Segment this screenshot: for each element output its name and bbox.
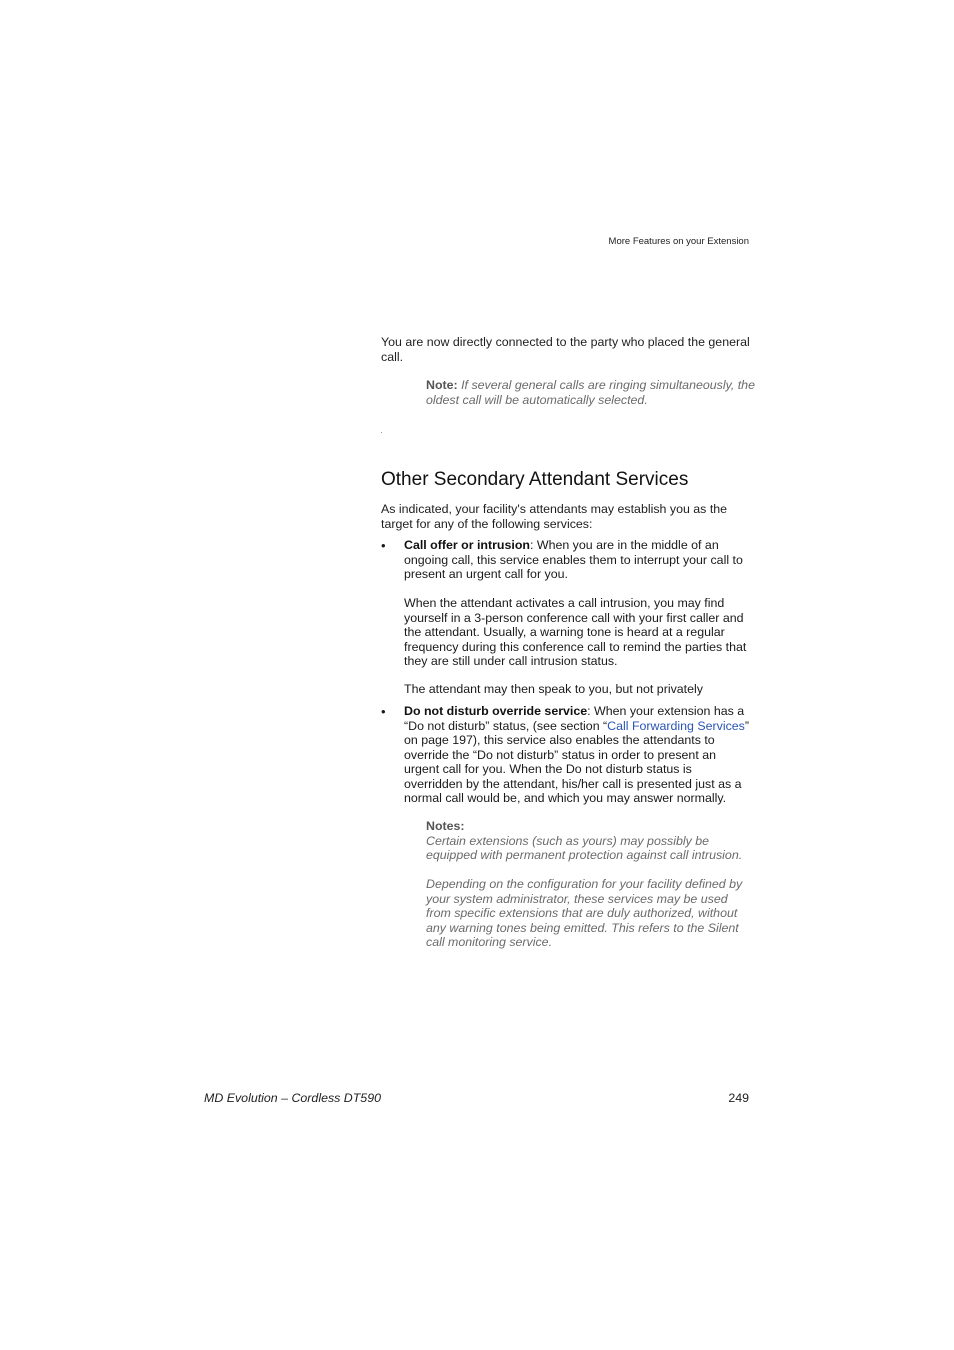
notes-item: Depending on the configuration for your facility defined by your system administrator, these services may be used from specific extensions that are duly authorized, without any warning tones being emitted. This refers to the Silent call monitoring service.	[426, 877, 743, 949]
bullet-text-continued: ” on page 197), this service also enables the attendants to override the “Do not disturb” status in order to present an urgent call for you. When the Do not disturb status is overridden by the attendant, his/her call is presented just as a normal call would be, and which you may answer normally.	[404, 718, 750, 805]
page-number: 249	[728, 1091, 749, 1105]
call-forwarding-services-link[interactable]: Call Forwarding Services	[607, 718, 745, 733]
bullet-call-offer-paragraph-3: The attendant may then speak to you, but not privately	[404, 682, 703, 696]
bullet-dnd-override	[404, 704, 750, 806]
section-heading: Other Secondary Attendant Services	[381, 469, 689, 490]
stray-dot	[381, 432, 383, 434]
bullet-term: Call offer or intrusion	[404, 538, 530, 552]
bullet-call-offer	[404, 538, 750, 582]
note-label: Note:	[426, 378, 458, 392]
bullet-text: : When your extension has a “Do not disturb” status, (see section “	[404, 704, 745, 733]
footer-title: MD Evolution – Cordless DT590	[204, 1091, 381, 1105]
notes-block	[426, 819, 751, 950]
bullet-call-offer-paragraph-2: When the attendant activates a call intrusion, you may find yourself in a 3-person conference call with your first caller and the attendant. Usually, a warning tone is heard at a regular frequency during this conference call to remind the parties that they are still under call intrusion status.	[404, 596, 747, 668]
section-lead-paragraph: As indicated, your facility's attendants may establish you as the target for any of the following services:	[381, 502, 728, 531]
bullet-marker: •	[381, 704, 386, 719]
bullet-text: : When you are in the middle of an ongoing call, this service enables them to interrupt your call to present an urgent call for you.	[404, 538, 743, 581]
note-block	[426, 378, 756, 407]
notes-label: Notes:	[426, 819, 465, 833]
notes-item: Certain extensions (such as yours) may possibly be equipped with permanent protection against call intrusion.	[426, 833, 743, 862]
bullet-marker: •	[381, 538, 386, 553]
bullet-term: Do not disturb override service	[404, 704, 588, 718]
running-header: More Features on your Extension	[608, 236, 749, 247]
intro-paragraph: You are now directly connected to the party who placed the general call.	[381, 335, 750, 364]
note-text: If several general calls are ringing simultaneously, the oldest call will be automatically selected.	[426, 378, 755, 407]
